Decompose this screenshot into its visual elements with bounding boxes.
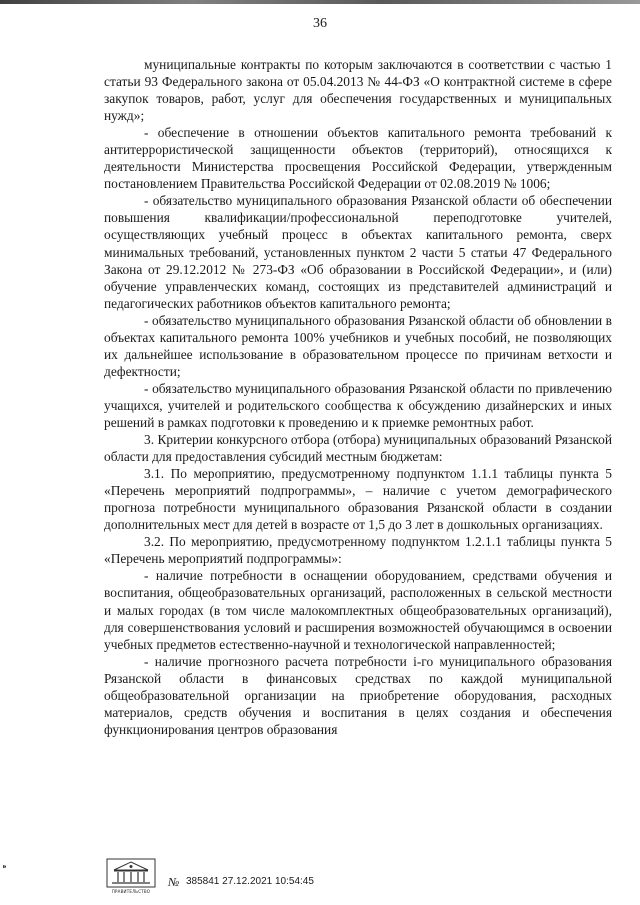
page-number: 36 (313, 16, 327, 31)
document-registration-id: 385841 27.12.2021 10:54:45 (186, 876, 314, 887)
paragraph: - наличие прогнозного расчета потребности i-го муниципального образования Рязанской области в финансовых средствах по каждой муниципальной общеобразовательной организации на приобретение оборудования, расходных материалов, средств обучения и воспитания в целях создания и обеспечения функционирования центров образования (104, 653, 612, 737)
page-footer (106, 858, 526, 898)
paragraph: - обязательство муниципального образования Рязанской области об обновлении в объектах капитального ремонта 100% учебников и учебных пособий, не позволяющих их дальнейшее использование в образовательном процессе по причинам ветхости и дефектности; (104, 312, 612, 379)
document-body (104, 56, 612, 738)
paragraph: - обеспечение в отношении объектов капитального ремонта требований к антитеррористической защищенности объектов (территорий), относящихся к деятельности Министерства просвещения Российской Федерации, утвержденным постановлением Правительства Российской Федерации от 02.08.2019 № 1006; (104, 125, 612, 192)
stamp-caption: ПРАВИТЕЛЬСТВО (111, 889, 151, 894)
paragraph: 3.1. По мероприятию, предусмотренному подпунктом 1.1.1 таблицы пункта 5 «Перечень мероприятий подпрограммы», – наличие с учетом демографического прогноза потребности муниципального образования Рязанской области в создании дополнительных мест для детей в возрасте от 1,5 до 3 лет в дошкольных организациях. (104, 466, 612, 533)
paragraph: - обязательство муниципального образования Рязанской области по привлечению учащихся, учителей и родительского сообщества к обсуждению дизайнерских и иных решений в рамках подготовки к проведению и к приемке ремонтных работ. (104, 380, 612, 430)
paragraph: - наличие потребности в оснащении оборудованием, средствами обучения и воспитания, общеобразовательных организаций, расположенных в сельской местности и малых городах (в том числе малокомплектных общеобразовательных организаций), для совершенствования условий и расширения возможностей обучающимся в освоении учебных предметов естественно-научной и технологической направленностей; (104, 568, 612, 652)
scan-top-edge (0, 0, 640, 4)
paragraph: 3.2. По мероприятию, предусмотренному подпунктом 1.2.1.1 таблицы пункта 5 «Перечень мероприятий подпрограммы»: (104, 534, 612, 567)
paragraph: - обязательство муниципального образования Рязанской области об обеспечении повышения квалификации/профессиональной переподготовке учителей, осуществляющих учебный процесс в объектах капитального ремонта, сверх минимальных требований, установленных пунктом 2 части 5 статьи 47 Федерального Закона от 29.12.2012 № 273-ФЗ «Об образовании в Российской Федерации», и (или) обучение управленческих команд, состоящих из представителей администраций и педагогических работников объектов капитального ремонта; (104, 193, 612, 311)
paragraph: муниципальные контракты по которым заключаются в соответствии с частью 1 статьи 93 Федерального закона от 05.04.2013 № 44-ФЗ «О контрактной системе в сфере закупок товаров, работ, услуг для обеспечения государственных и муниципальных нужд»; (104, 57, 612, 124)
scan-edge-mark: ⁍ (2, 862, 7, 873)
government-building-stamp-icon (106, 858, 156, 888)
paragraph: 3. Критерии конкурсного отбора (отбора) муниципальных образований Рязанской области для предоставления субсидий местным бюджетам: (104, 432, 612, 465)
document-mark: № (168, 875, 180, 889)
